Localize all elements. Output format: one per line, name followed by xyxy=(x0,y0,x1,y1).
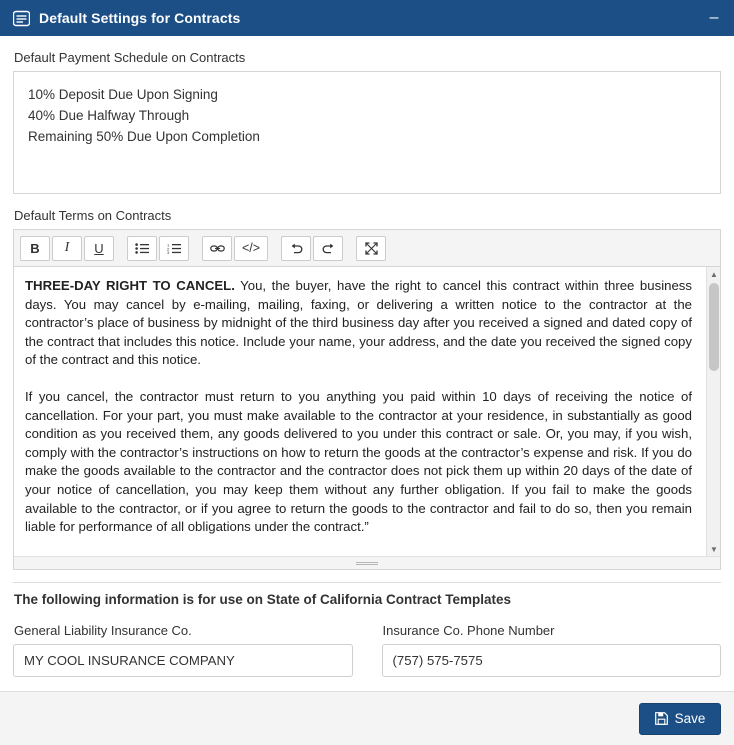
insurance-phone-field xyxy=(382,619,722,677)
minimize-icon[interactable]: – xyxy=(709,9,719,26)
scroll-up-icon[interactable]: ▲ xyxy=(707,267,720,281)
underline-button[interactable] xyxy=(84,236,114,261)
schedule-line: 10% Deposit Due Upon Signing xyxy=(28,87,218,102)
editor-scrollbar[interactable] xyxy=(706,267,720,556)
panel-footer xyxy=(0,691,734,745)
insurance-company-field xyxy=(13,619,353,677)
insurance-company-label: General Liability Insurance Co. xyxy=(14,623,192,638)
terms-paragraph-2: If you cancel, the contractor must return to you anything you paid within 10 days of receiving the notice of cancellation. For your part, you must make available to the contractor at your residence, in substantially as good condition as you received them, any goods delivered to you under this contract or sale. Or, you may, if you wish, comply with the contractor’s instructions on how to return the goods at the contractor’s expense and risk. If you do make the goods available to the contractor and the contractor does not pick them up within 20 days of the date of your notice of cancellation, you may keep them without any further obligation. If you fail to make the goods available to the contractor, or if you agree to return the goods to the contractor and fail to do so, then you remain liable for performance of all obligations under the contract.” xyxy=(25,388,692,535)
section-divider xyxy=(13,582,721,583)
italic-glyph: I xyxy=(64,240,70,255)
schedule-line: 40% Due Halfway Through xyxy=(28,108,190,123)
svg-text:3: 3 xyxy=(167,249,170,254)
state-fields-row xyxy=(13,619,721,677)
editor-resize-handle[interactable] xyxy=(14,556,720,569)
italic-button[interactable] xyxy=(52,236,82,261)
svg-text:1: 1 xyxy=(167,242,170,247)
numbered-list-button[interactable] xyxy=(159,236,189,261)
schedule-line: Remaining 50% Due Upon Completion xyxy=(28,129,260,144)
save-button[interactable] xyxy=(639,703,721,735)
panel-body xyxy=(0,36,734,691)
contract-lines-icon xyxy=(12,9,30,27)
source-code-glyph: </> xyxy=(241,241,261,255)
scroll-down-icon[interactable]: ▼ xyxy=(707,542,720,556)
terms-paragraph-1-body: You, the buyer, have the right to cancel this contract within three business days. You may cancel by e-mailing, mailing, faxing, or delivering a written notice to the contractor at the contractor’s place of business by midnight of the third business day after you received a signed and dated copy of the contract that includes this notice. Include your name, your address, and the date you received the signed copy of the contract and this notice. xyxy=(25,278,692,368)
payment-schedule-textarea[interactable] xyxy=(13,71,721,194)
fullscreen-icon[interactable] xyxy=(356,236,386,261)
insurance-phone-input[interactable] xyxy=(382,644,722,677)
editor-content[interactable] xyxy=(14,267,706,556)
rich-text-editor xyxy=(13,229,721,570)
floppy-disk-icon xyxy=(655,712,668,725)
panel-header xyxy=(0,0,734,36)
undo-icon[interactable] xyxy=(281,236,311,261)
source-code-button[interactable] xyxy=(234,236,268,261)
bold-glyph: B xyxy=(30,240,40,256)
terms-paragraph-1-lead: THREE-DAY RIGHT TO CANCEL. xyxy=(25,278,235,293)
scrollbar-thumb[interactable] xyxy=(709,283,719,371)
default-terms-label: Default Terms on Contracts xyxy=(14,208,172,223)
resize-grip-icon xyxy=(356,562,378,565)
payment-schedule-label: Default Payment Schedule on Contracts xyxy=(14,50,246,65)
bold-button[interactable] xyxy=(20,236,50,261)
panel-title: Default Settings for Contracts xyxy=(39,10,241,26)
svg-text:2: 2 xyxy=(167,245,170,251)
terms-paragraph-1 xyxy=(25,277,692,370)
save-button-label: Save xyxy=(674,711,706,726)
state-templates-note: The following information is for use on State of California Contract Templates xyxy=(14,592,512,607)
insurance-company-input[interactable] xyxy=(13,644,353,677)
redo-icon[interactable] xyxy=(313,236,343,261)
bullet-list-button[interactable] xyxy=(127,236,157,261)
underline-glyph: U xyxy=(94,240,104,256)
link-icon[interactable] xyxy=(202,236,232,261)
editor-area[interactable] xyxy=(14,267,720,556)
insurance-phone-label: Insurance Co. Phone Number xyxy=(382,623,555,638)
editor-toolbar xyxy=(14,230,720,267)
